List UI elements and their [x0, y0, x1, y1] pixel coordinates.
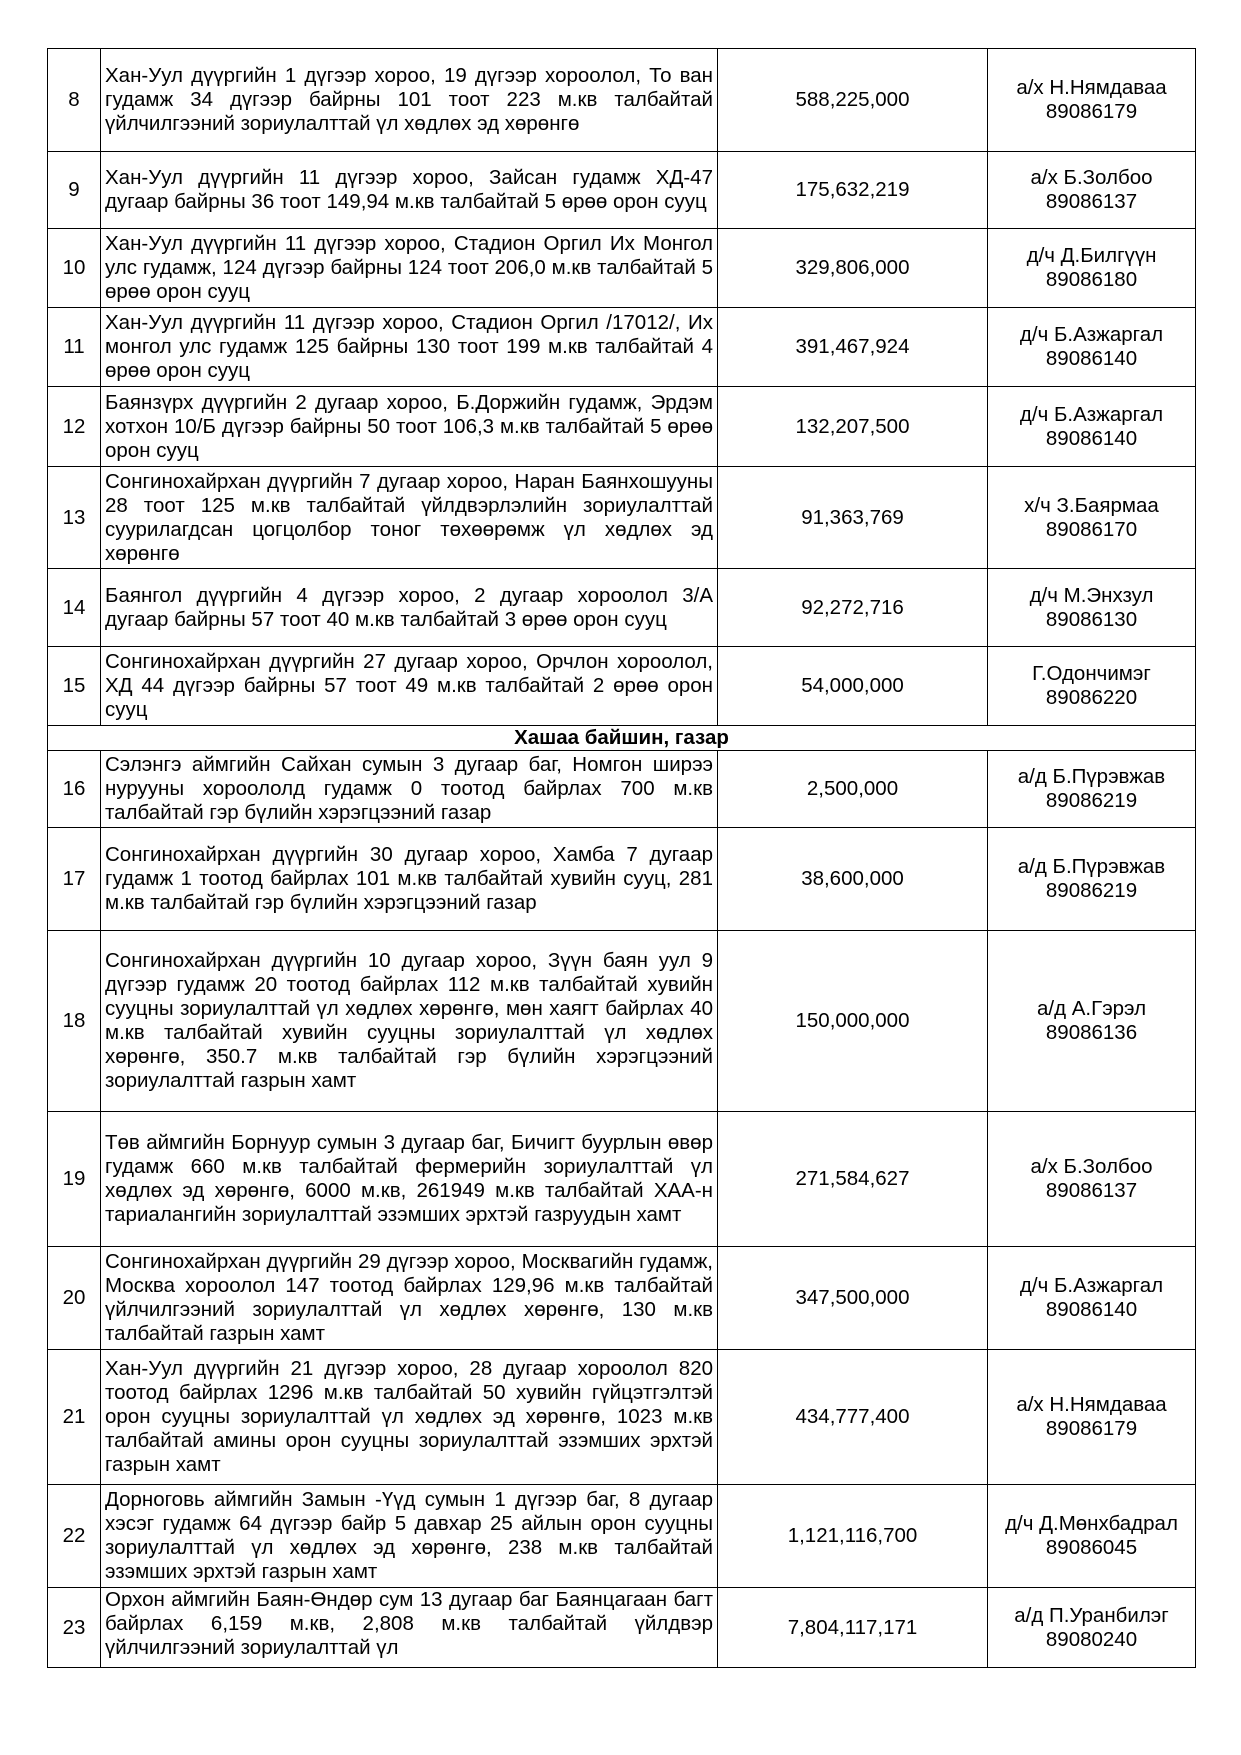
table-row [48, 467, 1196, 569]
table-row [48, 647, 1196, 726]
section-title: Хашаа байшин, газар [48, 726, 1196, 751]
row-number: 8 [48, 49, 101, 152]
contact-cell [988, 569, 1196, 647]
contact-name: Г.Одончимэг [1032, 662, 1151, 685]
property-description: Сонгинохайрхан дүүргийн 27 дугаар хороо, Орчлон хороолол, ХД 44 дүгээр байрны 57 тоот 49 м.кв талбайтай 2 өрөө орон сууц [101, 647, 718, 726]
table-row [48, 308, 1196, 387]
row-number: 15 [48, 647, 101, 726]
contact-name: д/ч М.Энхзул [1029, 583, 1154, 607]
table-row [48, 931, 1196, 1112]
contact-phone: 89086137 [1045, 1179, 1138, 1202]
row-number: 17 [48, 828, 101, 931]
property-description: Хан-Уул дүүргийн 21 дүгээр хороо, 28 дугаар хороолол 820 тоотод байрлах 1296 м.кв талбайтай 50 хувийн гүйцэтгэлтэй орон сууцны зориулалттай үл хөдлөх эд хөрөнгө, 1023 м.кв талбайтай амины орон сууцны зориулалттай эзэмших эрхтэй газрын хамт [101, 1350, 718, 1485]
property-price: 271,584,627 [718, 1112, 988, 1247]
property-price: 54,000,000 [718, 647, 988, 726]
row-number: 16 [48, 751, 101, 828]
contact-name: а/д Б.Пүрэвжав [1017, 855, 1166, 878]
property-price: 1,121,116,700 [718, 1485, 988, 1588]
property-description: Сонгинохайрхан дүүргийн 7 дугаар хороо, Наран Баянхошууны 28 тоот 125 м.кв талбайтай үйлдвэрлэлийн зориулалттай суурилагдсан цогцолбор тоног төхөөрөмж үл хөдлөх эд хөрөнгө [101, 467, 718, 569]
property-listing-table [47, 48, 1196, 1668]
property-price: 150,000,000 [718, 931, 988, 1112]
table-row [48, 1485, 1196, 1588]
row-number: 9 [48, 152, 101, 229]
property-description: Сэлэнгэ аймгийн Сайхан сумын 3 дугаар баг, Номгон ширээ нурууны хороололд гудамж 0 тоотод байрлах 700 м.кв талбайтай гэр бүлийн хэрэгцээний газар [101, 751, 718, 828]
contact-cell [988, 647, 1196, 726]
row-number: 10 [48, 229, 101, 308]
row-number: 23 [48, 1588, 101, 1668]
table-body [48, 49, 1196, 1668]
property-description: Баянзүрх дүүргийн 2 дугаар хороо, Б.Доржийн гудамж, Эрдэм хотхон 10/Б дүгээр байрны 50 тоот 106,3 м.кв талбайтай 5 өрөө орон сууц [101, 387, 718, 467]
contact-name: д/ч Д.Мөнхбадрал [1005, 1512, 1178, 1535]
table-row [48, 152, 1196, 229]
property-description: Орхон аймгийн Баян-Өндөр сум 13 дугаар баг Баянцагаан багт байрлах 6,159 м.кв, 2,808 м.кв талбайтай үйлдвэр үйлчилгээний зориулалттай үл [101, 1588, 718, 1668]
property-price: 391,467,924 [718, 308, 988, 387]
property-price: 347,500,000 [718, 1247, 988, 1350]
contact-name: х/ч З.Баярмаа [1024, 493, 1159, 517]
contact-cell [988, 152, 1196, 229]
table-row [48, 751, 1196, 828]
property-description: Сонгинохайрхан дүүргийн 29 дүгээр хороо, Москвагийн гудамж, Москва хороолол 147 тоотод байрлах 129,96 м.кв талбайтай үйлчилгээний зориулалттай үл хөдлөх хөрөнгө, 130 м.кв талбайтай газрын хамт [101, 1247, 718, 1350]
property-price: 588,225,000 [718, 49, 988, 152]
contact-cell [988, 308, 1196, 387]
row-number: 11 [48, 308, 101, 387]
property-price: 175,632,219 [718, 152, 988, 229]
contact-cell [988, 828, 1196, 931]
row-number: 13 [48, 467, 101, 569]
row-number: 20 [48, 1247, 101, 1350]
contact-cell [988, 1350, 1196, 1485]
contact-phone: 89086220 [1045, 686, 1138, 709]
section-header-row [48, 726, 1196, 751]
table-row [48, 569, 1196, 647]
property-price: 2,500,000 [718, 751, 988, 828]
contact-phone: 89086136 [1045, 1021, 1138, 1044]
contact-name: а/х Б.Золбоо [1030, 1155, 1153, 1178]
property-price: 92,272,716 [718, 569, 988, 647]
contact-cell [988, 1247, 1196, 1350]
contact-phone: 89086140 [1045, 426, 1138, 450]
table-row [48, 49, 1196, 152]
row-number: 12 [48, 387, 101, 467]
contact-cell [988, 1112, 1196, 1247]
property-description: Хан-Уул дүүргийн 11 дүгээр хороо, Стадион Оргил /17012/, Их монгол улс гудамж 125 байрны 130 тоот 199 м.кв талбайтай 4 өрөө орон сууц [101, 308, 718, 387]
contact-cell [988, 49, 1196, 152]
contact-cell [988, 467, 1196, 569]
property-price: 7,804,117,171 [718, 1588, 988, 1668]
contact-phone: 89086045 [1045, 1536, 1138, 1559]
contact-phone: 89086170 [1045, 517, 1138, 541]
contact-phone: 89086179 [1045, 1417, 1138, 1440]
property-description: Баянгол дүүргийн 4 дүгээр хороо, 2 дугаар хороолол 3/А дугаар байрны 57 тоот 40 м.кв талбайтай 3 өрөө орон сууц [101, 569, 718, 647]
property-price: 434,777,400 [718, 1350, 988, 1485]
property-description: Дорноговь аймгийн Замын -Үүд сумын 1 дүгээр баг, 8 дугаар хэсэг гудамж 64 дүгээр байр 5 давхар 25 айлын орон сууцны зориулалттай үл хөдлөх эд хөрөнгө, 238 м.кв талбайтай эзэмших эрхтэй газрын хамт [101, 1485, 718, 1588]
table-row [48, 828, 1196, 931]
table-row [48, 1350, 1196, 1485]
contact-name: д/ч Б.Азжаргал [1019, 402, 1164, 426]
contact-phone: 89086179 [1045, 100, 1138, 123]
property-description: Хан-Уул дүүргийн 11 дүгээр хороо, Зайсан гудамж ХД-47 дугаар байрны 36 тоот 149,94 м.кв талбайтай 5 өрөө орон сууц [101, 152, 718, 229]
contact-phone: 89086219 [1045, 879, 1138, 902]
contact-cell [988, 751, 1196, 828]
table-row [48, 1247, 1196, 1350]
contact-cell [988, 229, 1196, 308]
contact-phone: 89086137 [1045, 190, 1138, 213]
contact-name: а/д П.Уранбилэг [1014, 1603, 1169, 1627]
row-number: 22 [48, 1485, 101, 1588]
contact-cell [988, 931, 1196, 1112]
contact-name: а/х Н.Нямдаваа [1016, 1393, 1167, 1416]
table-row [48, 1112, 1196, 1247]
contact-phone: 89080240 [1045, 1627, 1138, 1651]
contact-phone: 89086140 [1045, 1298, 1138, 1321]
contact-cell [988, 1588, 1196, 1668]
contact-name: а/х Н.Нямдаваа [1016, 76, 1167, 99]
contact-name: д/ч Б.Азжаргал [1019, 1274, 1164, 1297]
contact-phone: 89086130 [1045, 607, 1138, 631]
property-description: Сонгинохайрхан дүүргийн 10 дугаар хороо, Зүүн баян уул 9 дүгээр гудамж 20 тоотод байрлах 112 м.кв талбайтай хувийн сууцны зориулалттай үл хөдлөх хөрөнгө, мөн хаягт байрлах 40 м.кв талбайтай хувийн сууцны зориулалттай үл хөдлөх хөрөнгө, 350.7 м.кв талбайтай гэр бүлийн хэрэгцээний зориулалттай газрын хамт [101, 931, 718, 1112]
property-description: Хан-Уул дүүргийн 1 дүгээр хороо, 19 дүгээр хороолол, То ван гудамж 34 дүгээр байрны 101 тоот 223 м.кв талбайтай үйлчилгээний зориулалттай үл хөдлөх эд хөрөнгө [101, 49, 718, 152]
property-price: 38,600,000 [718, 828, 988, 931]
contact-cell [988, 1485, 1196, 1588]
row-number: 21 [48, 1350, 101, 1485]
property-price: 329,806,000 [718, 229, 988, 308]
table-row [48, 387, 1196, 467]
row-number: 19 [48, 1112, 101, 1247]
property-description: Сонгинохайрхан дүүргийн 30 дугаар хороо, Хамба 7 дугаар гудамж 1 тоотод байрлах 101 м.кв талбайтай хувийн сууц, 281 м.кв талбайтай гэр бүлийн хэрэгцээний газар [101, 828, 718, 931]
contact-cell [988, 387, 1196, 467]
contact-name: а/х Б.Золбоо [1030, 166, 1153, 189]
property-description: Төв аймгийн Борнуур сумын 3 дугаар баг, Бичигт буурлын өвөр гудамж 660 м.кв талбайтай фермерийн зориулалттай үл хөдлөх эд хөрөнгө, 6000 м.кв, 261949 м.кв талбайтай ХАА-н тариалангийн зориулалттай эзэмших эрхтэй газруудын хамт [101, 1112, 718, 1247]
property-price: 91,363,769 [718, 467, 988, 569]
contact-name: д/ч Б.Азжаргал [1019, 323, 1164, 346]
contact-name: а/д А.Гэрэл [1036, 997, 1147, 1020]
table-row [48, 229, 1196, 308]
contact-phone: 89086140 [1045, 347, 1138, 370]
property-price: 132,207,500 [718, 387, 988, 467]
property-description: Хан-Уул дүүргийн 11 дүгээр хороо, Стадион Оргил Их Монгол улс гудамж, 124 дүгээр байрны 124 тоот 206,0 м.кв талбайтай 5 өрөө орон сууц [101, 229, 718, 308]
contact-name: а/д Б.Пүрэвжав [1017, 765, 1166, 788]
contact-phone: 89086180 [1045, 268, 1138, 291]
contact-name: д/ч Д.Билгүүн [1026, 244, 1157, 267]
contact-phone: 89086219 [1045, 789, 1138, 812]
row-number: 18 [48, 931, 101, 1112]
table-row [48, 1588, 1196, 1668]
row-number: 14 [48, 569, 101, 647]
